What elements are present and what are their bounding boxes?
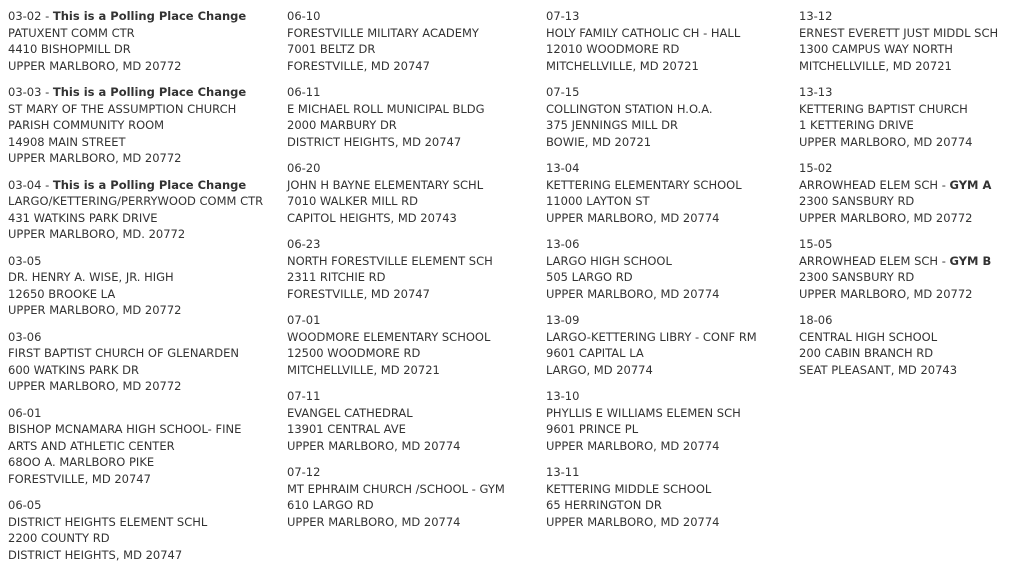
precinct-code-line [799,236,998,253]
polling-place-entry [799,8,998,74]
precinct-code-line [799,312,998,329]
precinct-code-line [8,405,263,422]
street-address: 505 LARGO RD [546,270,633,284]
venue-name: HOLY FAMILY CATHOLIC CH - HALL [546,25,741,40]
polling-place-entry [799,312,998,378]
precinct-code: 07-15 [546,85,580,99]
city-state-zip: UPPER MARLBORO, MD 20774 [546,514,720,529]
polling-place-entry [8,405,263,488]
note-separator: - [41,177,53,192]
polling-place-entry [287,84,505,150]
precinct-code: 03-06 [8,329,42,344]
city-state-zip: FORESTVILLE, MD 20747 [287,58,430,73]
precinct-code: 07-01 [287,313,321,327]
precinct-code: 13-13 [799,85,833,99]
street-address: 12500 WOODMORE RD [287,346,421,360]
precinct-code: 06-05 [8,498,42,512]
precinct-code-line [546,84,757,101]
precinct-code: 13-04 [546,161,580,175]
precinct-code: 06-10 [287,9,321,23]
polling-place-entry [546,388,757,454]
precinct-code: 03-02 [8,9,42,23]
venue-name: PATUXENT COMM CTR [8,25,135,40]
venue-name: LARGO HIGH SCHOOL [546,253,672,268]
polling-place-entry [287,464,505,530]
polling-place-entry [546,236,757,302]
street-address: 1300 CAMPUS WAY NORTH [799,42,953,56]
venue-name: EVANGEL CATHEDRAL [287,405,413,420]
precinct-code: 13-12 [799,9,833,23]
venue-name: BISHOP MCNAMARA HIGH SCHOOL- FINE [8,422,242,436]
venue-name: WOODMORE ELEMENTARY SCHOOL [287,329,491,344]
precinct-code-line [8,84,263,101]
polling-places-column-1 [8,8,263,573]
precinct-code: 15-05 [799,237,833,251]
venue-name: NORTH FORESTVILLE ELEMENT SCH [287,253,493,268]
street-address: 4410 BISHOPMILL DR [8,42,131,56]
street-address: 610 LARGO RD [287,498,374,512]
precinct-code-line [287,464,505,481]
precinct-code-line [546,312,757,329]
city-state-zip: UPPER MARLBORO, MD 20774 [287,438,461,453]
precinct-code: 03-05 [8,253,42,268]
street-address: 7010 WALKER MILL RD [287,194,419,208]
street-address: 11000 LAYTON ST [546,194,650,208]
precinct-code-line [8,8,263,25]
precinct-code-line [287,8,505,25]
venue-name: FIRST BAPTIST CHURCH OF GLENARDEN [8,346,239,360]
precinct-code: 15-02 [799,161,833,175]
precinct-code: 18-06 [799,313,833,327]
precinct-code-line [546,8,757,25]
polling-place-change-note: This is a Polling Place Change [52,85,247,99]
street-address: 2200 COUNTY RD [8,531,110,545]
city-state-zip: UPPER MARLBORO, MD 20772 [8,58,182,73]
venue-name: COLLINGTON STATION H.O.A. [546,101,713,116]
venue-name: KETTERING ELEMENTARY SCHOOL [546,177,742,192]
street-address: 600 WATKINS PARK DR [8,362,139,377]
precinct-code-line [799,160,998,177]
polling-place-entry [799,236,998,302]
city-state-zip: UPPER MARLBORO, MD 20772 [799,286,973,301]
city-state-zip: BOWIE, MD 20721 [546,134,652,149]
city-state-zip: MITCHELLVILLE, MD 20721 [799,58,952,73]
venue-name: ERNEST EVERETT JUST MIDDL SCH [799,25,999,40]
precinct-code: 03-03 [8,85,42,99]
venue-name: CENTRAL HIGH SCHOOL [799,329,938,344]
polling-place-entry [287,388,505,454]
city-state-zip: UPPER MARLBORO, MD 20774 [287,514,461,529]
city-state-zip: UPPER MARLBORO, MD. 20772 [8,227,186,241]
precinct-code: 06-23 [287,237,321,251]
city-state-zip: UPPER MARLBORO, MD 20772 [8,303,182,317]
street-address: 9601 PRINCE PL [546,422,639,436]
polling-place-entry [8,8,263,74]
street-address: 2300 SANSBURY RD [799,194,915,208]
polling-place-entry [8,177,263,243]
venue-name: DR. HENRY A. WISE, JR. HIGH [8,270,174,284]
venue-name: KETTERING BAPTIST CHURCH [799,101,968,116]
polling-place-entry [799,160,998,226]
polling-place-entry [546,84,757,150]
city-state-zip: FORESTVILLE, MD 20747 [8,471,151,486]
city-state-zip: DISTRICT HEIGHTS, MD 20747 [287,134,462,149]
venue-name-continued: ARTS AND ATHLETIC CENTER [8,438,175,453]
venue-name-prefix: ARROWHEAD ELEM SCH - [799,253,950,268]
precinct-code-line [287,312,505,329]
street-address: 200 CABIN BRANCH RD [799,346,934,360]
street-address: 1 KETTERING DRIVE [799,118,914,132]
polling-place-change-note: This is a Polling Place Change [52,9,247,23]
polling-place-entry [546,464,757,530]
precinct-code-line [287,160,505,177]
polling-place-change-note: This is a Polling Place Change [52,177,247,192]
polling-places-column-3 [546,8,757,540]
street-address: 2311 RITCHIE RD [287,270,386,284]
precinct-code-line [546,236,757,253]
precinct-code: 03-04 [8,177,42,192]
city-state-zip: MITCHELLVILLE, MD 20721 [287,362,440,377]
precinct-code-line [799,84,998,101]
precinct-code: 06-11 [287,85,321,99]
precinct-code-line [8,497,263,514]
precinct-code: 13-09 [546,313,580,327]
precinct-code: 07-12 [287,465,321,479]
city-state-zip: UPPER MARLBORO, MD 20774 [546,438,720,453]
note-separator: - [41,85,53,99]
venue-gym-label: GYM B [949,253,992,268]
street-address: 12010 WOODMORE RD [546,42,680,56]
polling-place-entry [287,8,505,74]
venue-room: PARISH COMMUNITY ROOM [8,118,165,132]
precinct-code: 06-20 [287,161,321,175]
venue-name: FORESTVILLE MILITARY ACADEMY [287,25,479,40]
street-address: 14908 MAIN STREET [8,134,126,149]
venue-name: KETTERING MIDDLE SCHOOL [546,481,712,496]
venue-name: LARGO/KETTERING/PERRYWOOD COMM CTR [8,194,264,208]
polling-place-entry [546,312,757,378]
polling-place-entry [287,236,505,302]
city-state-zip: UPPER MARLBORO, MD 20772 [8,151,182,165]
precinct-code-line [799,8,998,25]
precinct-code-line [546,160,757,177]
street-address: 68OO A. MARLBORO PIKE [8,455,155,469]
polling-places-column-2 [287,8,505,540]
venue-name [799,177,998,194]
polling-place-entry [799,84,998,150]
venue-name [799,253,998,270]
polling-place-entry [8,329,263,395]
venue-name: DISTRICT HEIGHTS ELEMENT SCHL [8,514,208,529]
polling-place-entry [546,8,757,74]
city-state-zip: UPPER MARLBORO, MD 20774 [546,210,720,225]
venue-name-prefix: ARROWHEAD ELEM SCH - [799,177,950,192]
polling-place-entry [8,253,263,319]
precinct-code-line [546,388,757,405]
venue-name: LARGO-KETTERING LIBRY - CONF RM [546,329,757,344]
precinct-code-line [8,253,263,270]
venue-name: JOHN H BAYNE ELEMENTARY SCHL [287,177,484,192]
street-address: 12650 BROOKE LA [8,286,116,301]
street-address: 375 JENNINGS MILL DR [546,118,678,132]
polling-place-entry [8,84,263,167]
street-address: 7001 BELTZ DR [287,42,376,56]
venue-name: PHYLLIS E WILLIAMS ELEMEN SCH [546,405,741,420]
polling-place-entry [546,160,757,226]
note-separator: - [41,9,53,23]
street-address: 2000 MARBURY DR [287,118,397,132]
street-address: 65 HERRINGTON DR [546,498,662,512]
venue-name: ST MARY OF THE ASSUMPTION CHURCH [8,101,237,116]
precinct-code: 07-11 [287,389,321,403]
city-state-zip: UPPER MARLBORO, MD 20774 [546,286,720,301]
precinct-code: 13-10 [546,389,580,403]
city-state-zip: FORESTVILLE, MD 20747 [287,286,430,301]
precinct-code-line [546,464,757,481]
city-state-zip: MITCHELLVILLE, MD 20721 [546,58,699,73]
precinct-code-line [287,236,505,253]
city-state-zip: UPPER MARLBORO, MD 20774 [799,134,973,149]
city-state-zip: UPPER MARLBORO, MD 20772 [8,379,182,393]
venue-gym-label: GYM A [949,177,992,192]
polling-place-entry [287,312,505,378]
precinct-code: 06-01 [8,405,42,420]
city-state-zip: SEAT PLEASANT, MD 20743 [799,362,958,377]
street-address: 2300 SANSBURY RD [799,270,915,284]
precinct-code-line [8,329,263,346]
precinct-code: 13-06 [546,237,580,251]
polling-places-column-4 [799,8,998,388]
city-state-zip: LARGO, MD 20774 [546,362,653,377]
street-address: 9601 CAPITAL LA [546,346,644,360]
street-address: 13901 CENTRAL AVE [287,422,406,436]
street-address: 431 WATKINS PARK DRIVE [8,210,158,225]
city-state-zip: UPPER MARLBORO, MD 20772 [799,210,973,225]
precinct-code: 07-13 [546,9,580,23]
polling-place-entry [8,497,263,563]
precinct-code-line [287,388,505,405]
polling-place-entry [287,160,505,226]
city-state-zip: DISTRICT HEIGHTS, MD 20747 [8,547,183,562]
city-state-zip: CAPITOL HEIGHTS, MD 20743 [287,210,457,225]
precinct-code-line [8,177,263,194]
venue-name: MT EPHRAIM CHURCH /SCHOOL - GYM [287,481,505,496]
precinct-code: 13-11 [546,465,580,479]
precinct-code-line [287,84,505,101]
venue-name: E MICHAEL ROLL MUNICIPAL BLDG [287,101,485,116]
